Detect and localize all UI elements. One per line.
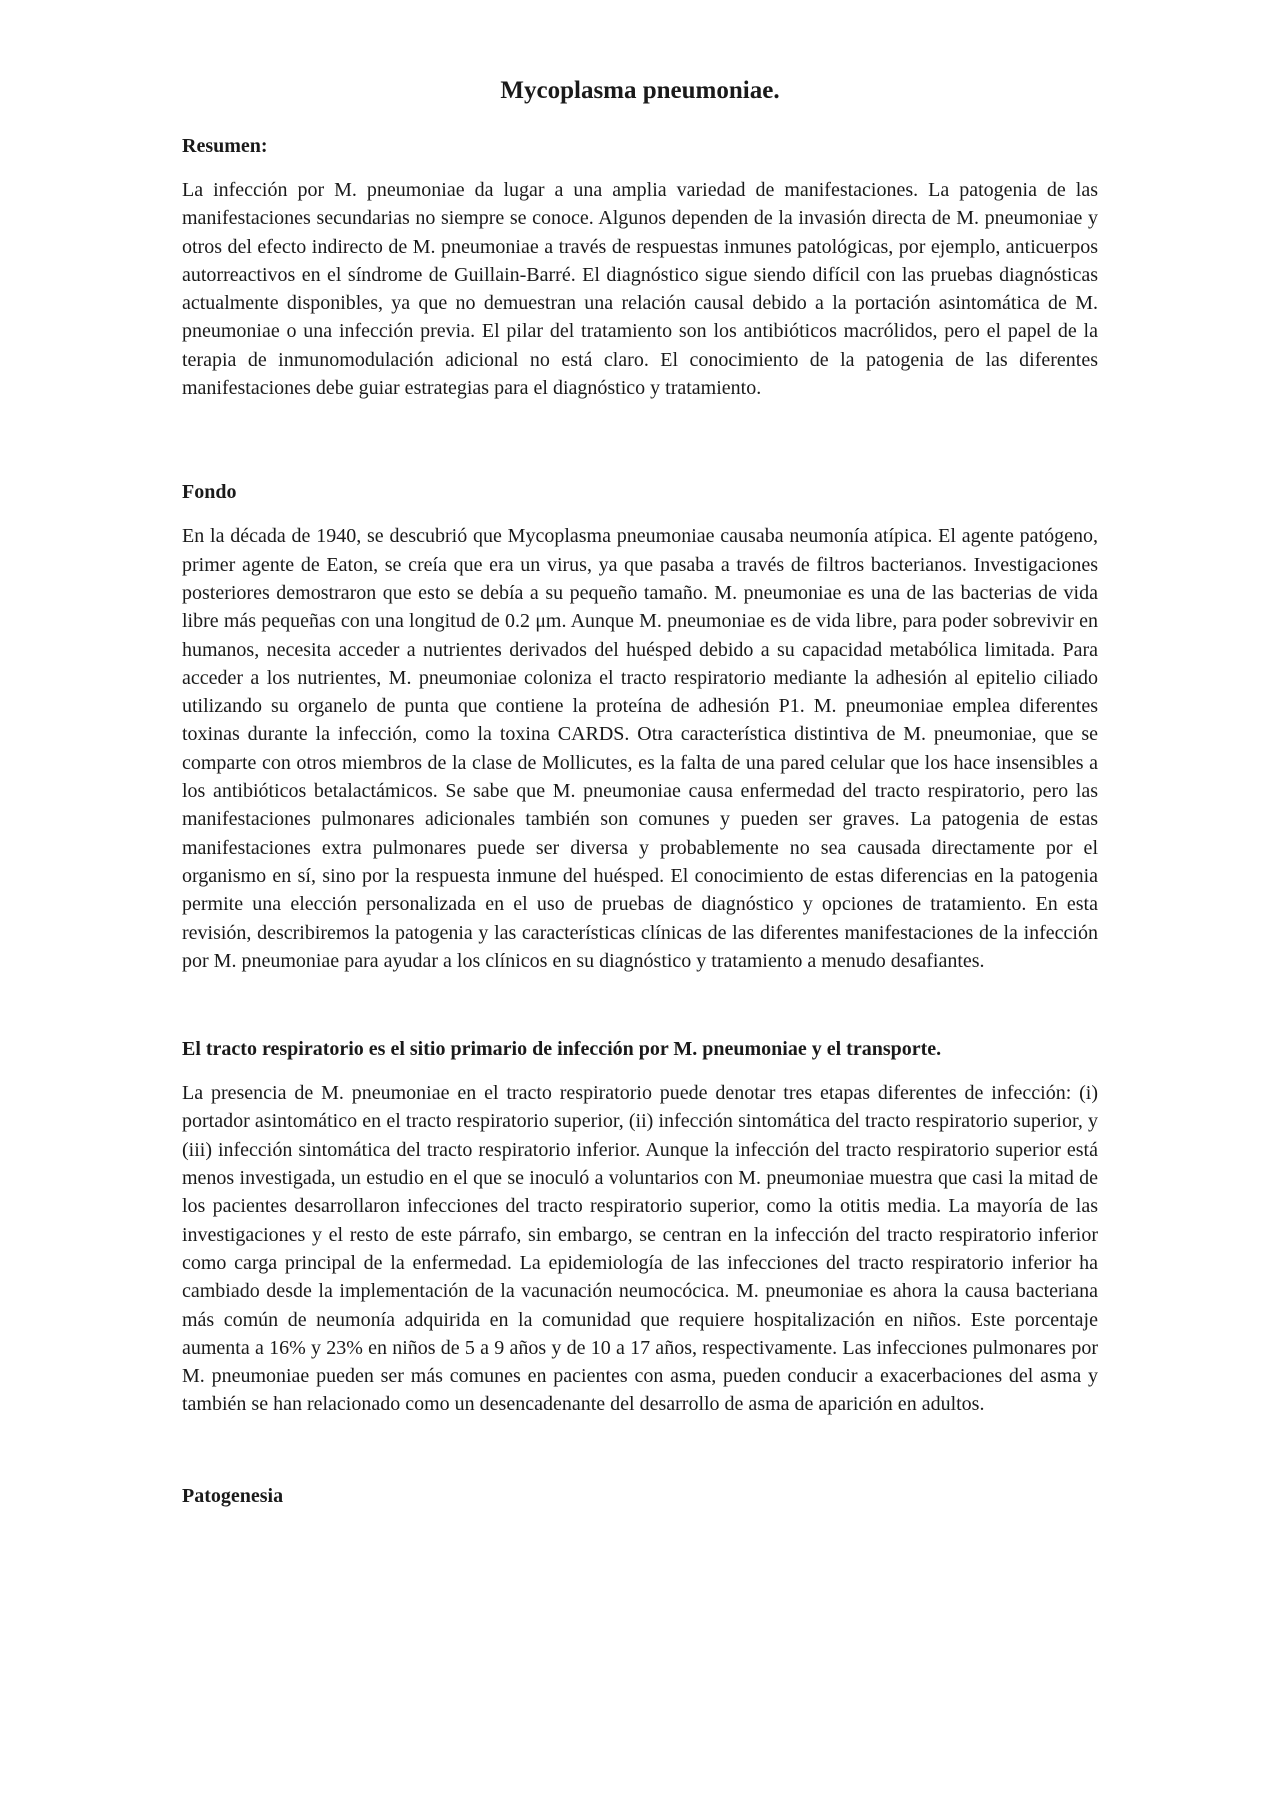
section-paragraph-tracto-respiratorio: La presencia de M. pneumoniae en el tracto respiratorio puede denotar tres etapas diferentes de infección: (i) portador asintomático en el tracto respiratorio superior, (ii) infección sintomática del tracto respiratorio superior, y (iii) infección sintomática del tracto respiratorio inferior. Aunque la infección del tracto respiratorio superior está menos investigada, un estudio en el que se inoculó a voluntarios con M. pneumoniae muestra que casi la mitad de los pacientes desarrollaron infecciones del tracto respiratorio superior, como la otitis media. La mayoría de las investigaciones y el resto de este párrafo, sin embargo, se centran en la infección del tracto respiratorio inferior como carga principal de la enfermedad. La epidemiología de las infecciones del tracto respiratorio inferior ha cambiado desde la implementación de la vacunación neumocócica. M. pneumoniae es ahora la causa bacteriana más común de neumonía adquirida en la comunidad que requiere hospitalización en niños. Este porcentaje aumenta a 16% y 23% en niños de 5 a 9 años y de 10 a 17 años, respectivamente. Las infecciones pulmonares por M. pneumoniae pueden ser más comunes en pacientes con asma, pueden conducir a exacerbaciones del asma y también se han relacionado como un desencadenante del desarrollo de asma de aparición en adultos. [182, 1082, 1098, 1416]
section-heading-patogenesia: Patogenesia [182, 1484, 284, 1507]
section-heading-tracto-respiratorio: El tracto respiratorio es el sitio primario de infección por M. pneumoniae y el transporte. [182, 1038, 942, 1061]
section-heading-fondo: Fondo [182, 481, 237, 504]
section-paragraph-fondo: En la década de 1940, se descubrió que Mycoplasma pneumoniae causaba neumonía atípica. El agente patógeno, primer agente de Eaton, se creía que era un virus, ya que pasaba a través de filtros bacterianos. Investigaciones posteriores demostraron que esto se debía a su pequeño tamaño. M. pneumoniae es una de las bacterias de vida libre más pequeñas con una longitud de 0.2 μm. Aunque M. pneumoniae es de vida libre, para poder sobrevivir en humanos, necesita acceder a nutrientes derivados del huésped debido a su capacidad metabólica limitada. Para acceder a los nutrientes, M. pneumoniae coloniza el tracto respiratorio mediante la adhesión al epitelio ciliado utilizando su organelo de punta que contiene la proteína de adhesión P1. M. pneumoniae emplea diferentes toxinas durante la infección, como la toxina CARDS. Otra característica distintiva de M. pneumoniae, que se comparte con otros miembros de la clase de Mollicutes, es la falta de una pared celular que los hace insensibles a los antibióticos betalactámicos. Se sabe que M. pneumoniae causa enfermedad del tracto respiratorio, pero las manifestaciones pulmonares adicionales también son comunes y pueden ser graves. La patogenia de estas manifestaciones extra pulmonares puede ser diversa y probablemente no sea causada directamente por el organismo en sí, sino por la respuesta inmune del huésped. El conocimiento de estas diferencias en la patogenia permite una elección personalizada en el uso de pruebas de diagnóstico y opciones de tratamiento. En esta revisión, describiremos la patogenia y las características clínicas de las diferentes manifestaciones de la infección por M. pneumoniae para ayudar a los clínicos en su diagnóstico y tratamiento a menudo desafiantes. [182, 525, 1098, 972]
section-heading-resumen: Resumen: [182, 135, 268, 157]
section-paragraph-resumen: La infección por M. pneumoniae da lugar a una amplia variedad de manifestaciones. La patogenia de las manifestaciones secundarias no siempre se conoce. Algunos dependen de la invasión directa de M. pneumoniae y otros del efecto indirecto de M. pneumoniae a través de respuestas inmunes patológicas, por ejemplo, anticuerpos autorreactivos en el síndrome de Guillain-Barré. El diagnóstico sigue siendo difícil con las pruebas diagnósticas actualmente disponibles, ya que no demuestran una relación causal debido a la portación asintomática de M. pneumoniae o una infección previa. El pilar del tratamiento son los antibióticos macrólidos, pero el papel de la terapia de inmunomodulación adicional no está claro. El conocimiento de la patogenia de las diferentes manifestaciones debe guiar estrategias para el diagnóstico y tratamiento. [182, 179, 1098, 400]
document-page [182, 76, 1098, 1510]
document-title: Mycoplasma pneumoniae. [500, 77, 780, 104]
